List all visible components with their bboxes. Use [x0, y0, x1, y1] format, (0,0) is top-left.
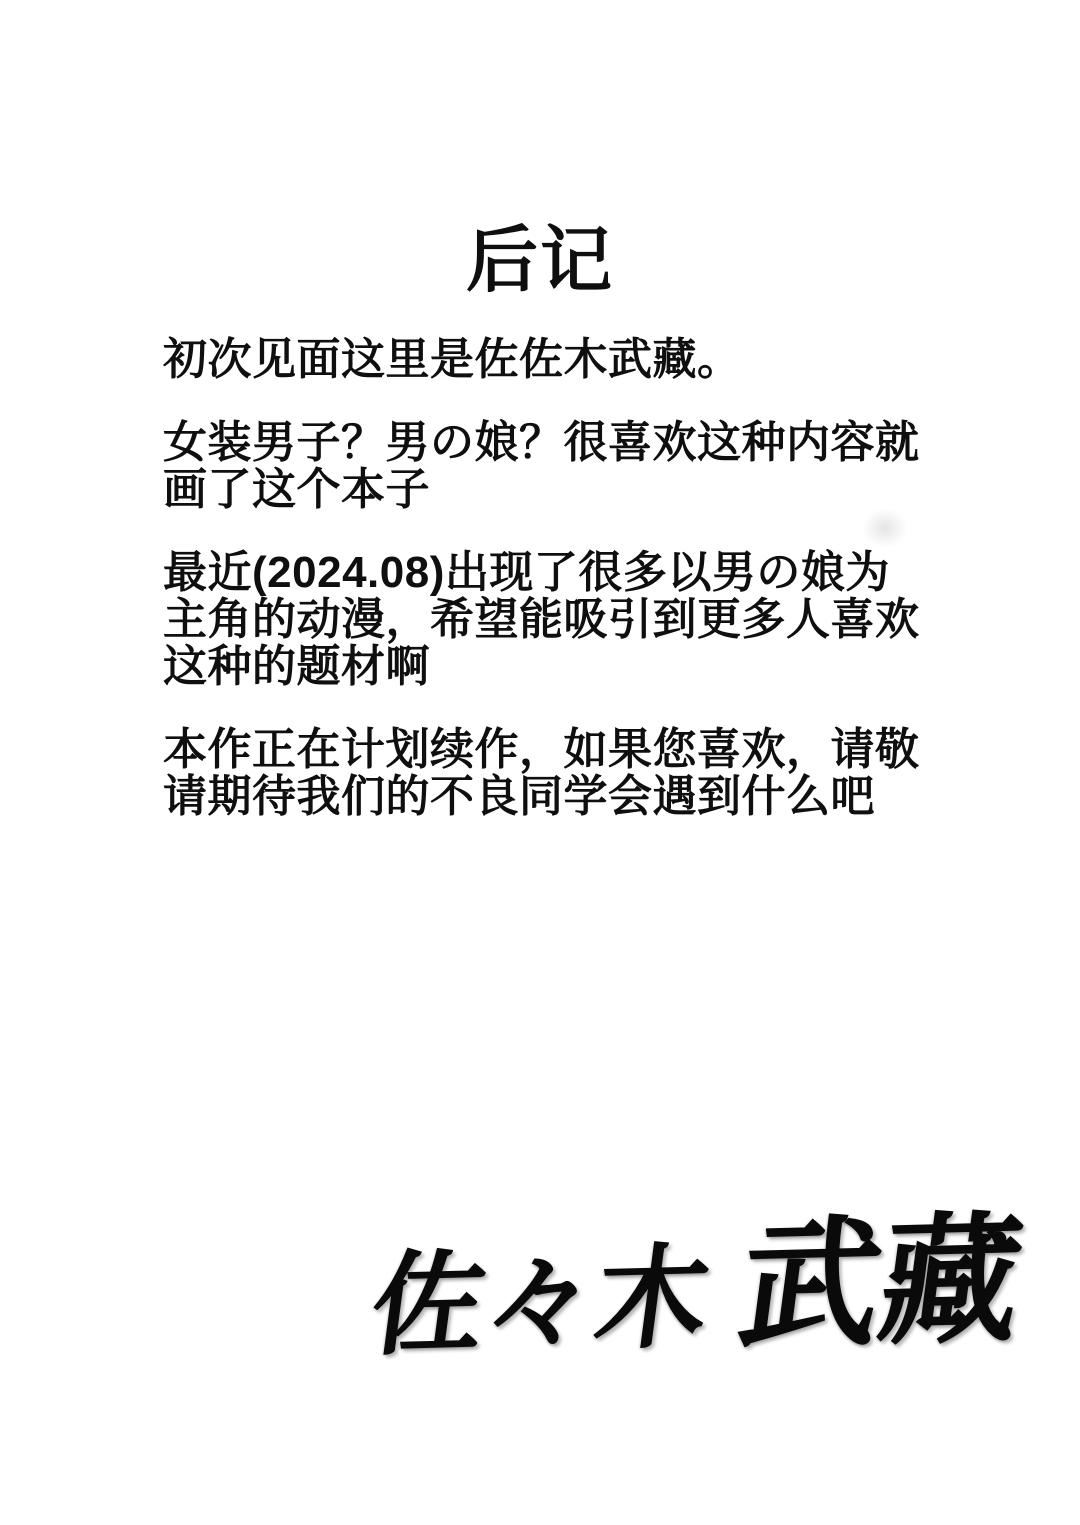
signature-given-name: 武藏	[730, 1197, 1033, 1370]
text-line: 本作正在计划续作，如果您喜欢，请敬	[163, 725, 920, 774]
paragraph-sequel	[163, 726, 1020, 820]
text-line: 女装男子？男の娘？很喜欢这种内容就	[163, 418, 920, 467]
text-line: 初次见面这里是佐佐木武藏。	[163, 335, 742, 384]
text-line: 画了这个本子	[163, 465, 430, 514]
text-line: 主角的动漫，希望能吸引到更多人喜欢	[163, 595, 920, 644]
afterword-body	[163, 336, 1020, 820]
page-title: 后记	[465, 221, 614, 301]
paragraph-trend	[163, 549, 1020, 690]
paragraph-motivation	[163, 419, 1020, 513]
signature-calligraphy	[359, 1179, 1034, 1407]
artist-signature	[363, 1180, 1033, 1417]
scan-smudge-artifact	[862, 508, 908, 548]
text-line: 这种的题材啊	[163, 642, 430, 691]
text-line: 最近(2024.08)出现了很多以男の娘为	[163, 548, 890, 597]
paragraph-greeting	[163, 336, 1020, 383]
text-line: 请期待我们的不良同学会遇到什么吧	[163, 772, 875, 821]
signature-family-name: 佐々木	[363, 1231, 718, 1372]
